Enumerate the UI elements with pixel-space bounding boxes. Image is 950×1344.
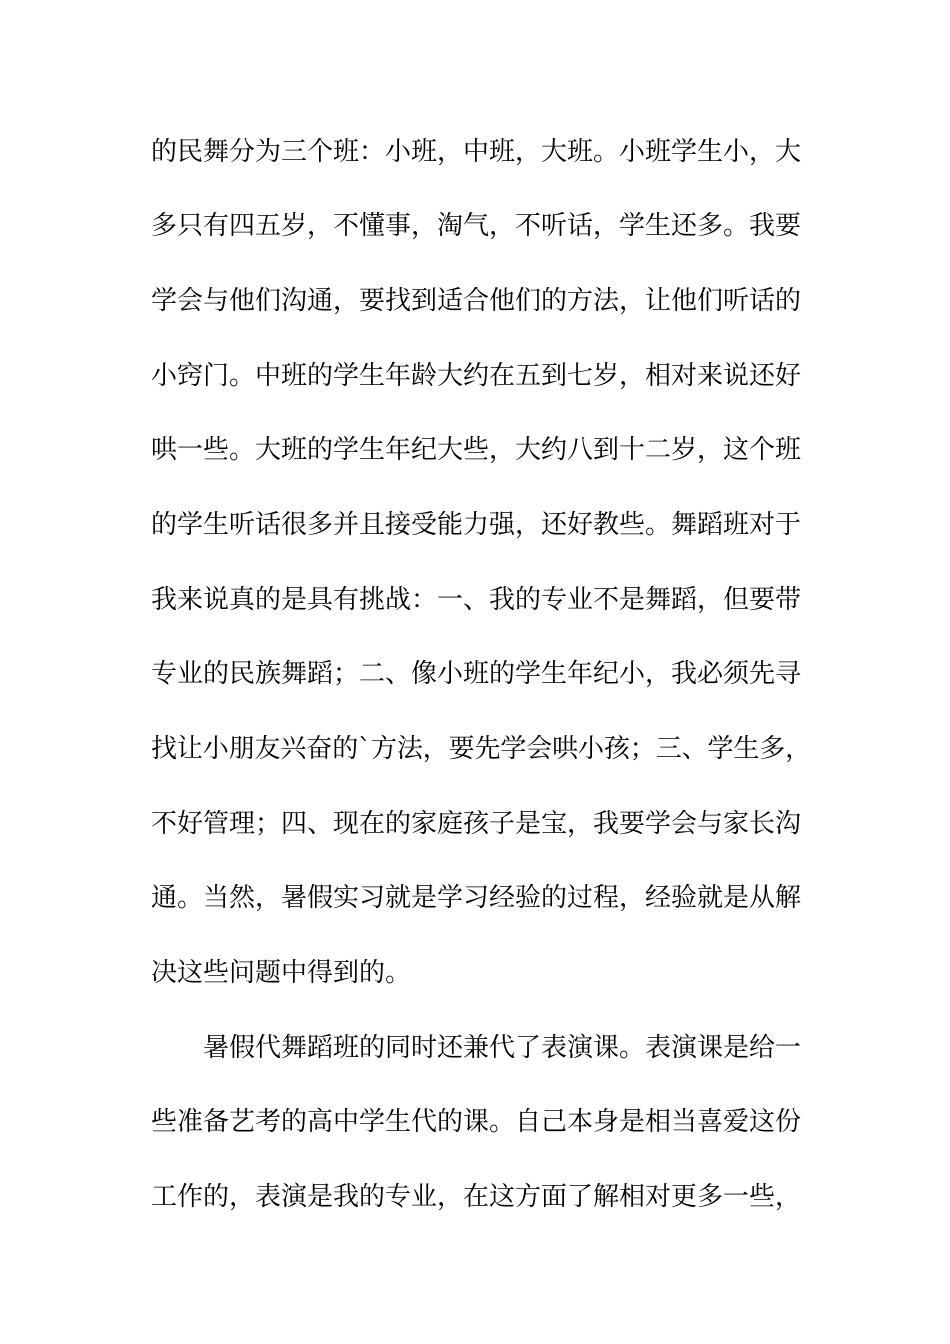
text-line-12: 决这些问题中得到的。 [151, 958, 412, 988]
text-line-1: 的民舞分为三个班：小班，中班，大班。小班学生小，大 [151, 137, 802, 167]
text-line-15: 工作的，表演是我的专业，在这方面了解相对更多一些， [151, 1182, 802, 1212]
text-line-11: 通。当然，暑假实习就是学习经验的过程，经验就是从解 [151, 883, 802, 913]
text-line-9: 找让小朋友兴奋的`方法，要先学会哄小孩；三、学生多， [151, 734, 811, 764]
text-line-4: 小窍门。中班的学生年龄大约在五到七岁，相对来说还好 [151, 361, 802, 391]
text-line-6: 的学生听话很多并且接受能力强，还好教些。舞蹈班对于 [151, 510, 802, 540]
text-line-7: 我来说真的是具有挑战：一、我的专业不是舞蹈，但要带 [151, 585, 802, 615]
text-line-2: 多只有四五岁，不懂事，淘气，不听话，学生还多。我要 [151, 211, 802, 241]
text-line-3: 学会与他们沟通，要找到适合他们的方法，让他们听话的 [151, 286, 802, 316]
text-line-5: 哄一些。大班的学生年纪大些，大约八到十二岁，这个班 [151, 435, 802, 465]
text-line-13: 暑假代舞蹈班的同时还兼代了表演课。表演课是给一 [203, 1033, 802, 1063]
text-line-10: 不好管理；四、现在的家庭孩子是宝，我要学会与家长沟 [151, 809, 802, 839]
text-line-8: 专业的民族舞蹈；二、像小班的学生年纪小，我必须先寻 [151, 659, 802, 689]
text-line-14: 些准备艺考的高中学生代的课。自己本身是相当喜爱这份 [151, 1107, 802, 1137]
